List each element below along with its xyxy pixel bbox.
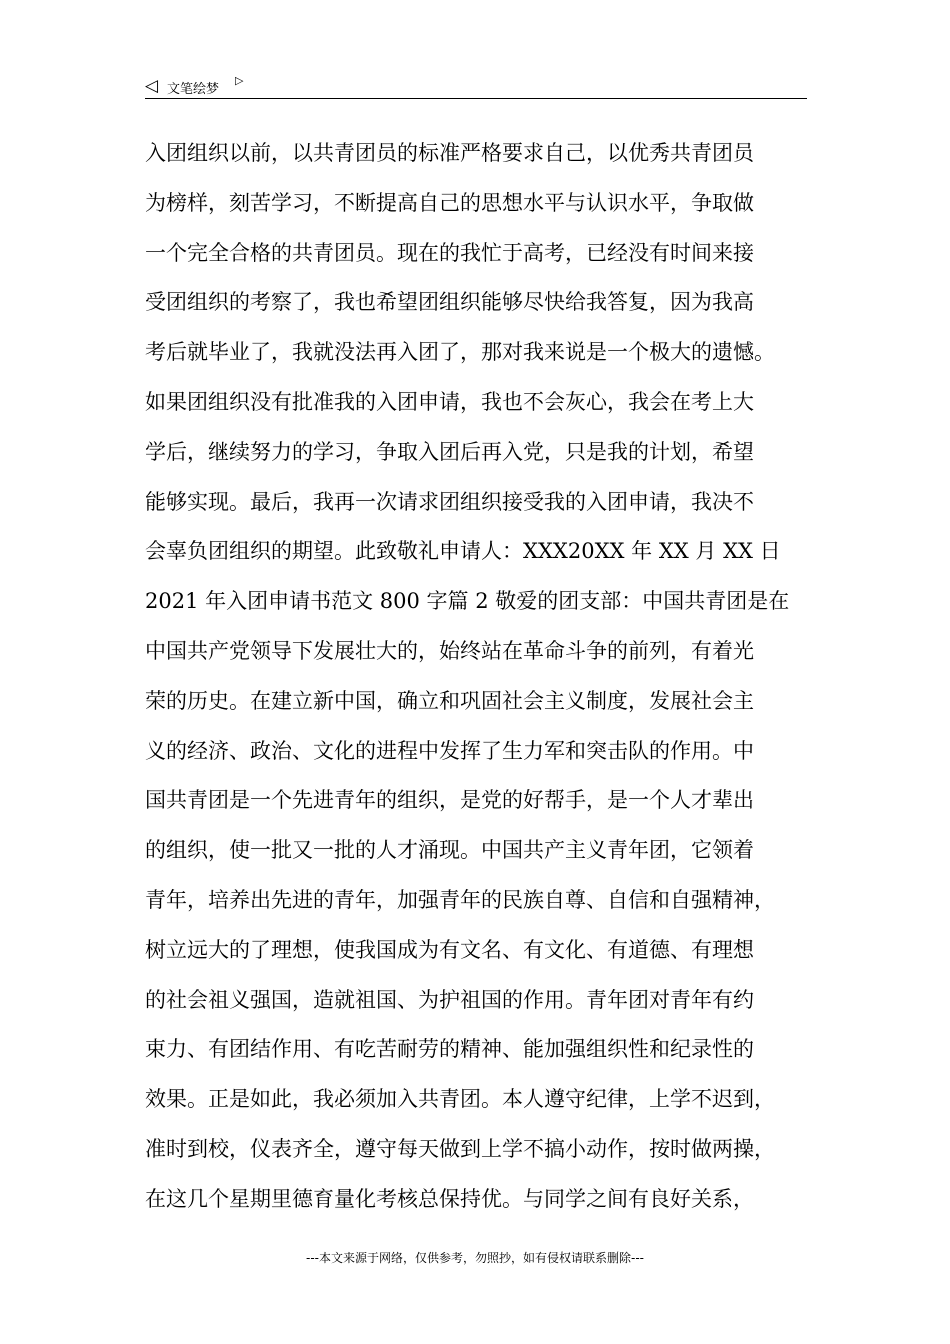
body-text — [145, 133, 810, 1229]
text-line: 的组织，使一批又一批的人才涌现。中国共产主义青年团，它领着 — [145, 838, 754, 863]
text-line: 受团组织的考察了，我也希望团组织能够尽快给我答复，因为我高 — [145, 290, 754, 315]
text-line: 如果团组织没有批准我的入团申请，我也不会灰心，我会在考上大 — [145, 389, 754, 414]
text-line: 荣的历史。在建立新中国，确立和巩固社会主义制度，发展社会主 — [145, 688, 754, 713]
text-line: 的社会祖义强国，造就祖国、为护祖国的作用。青年团对青年有约 — [145, 987, 754, 1012]
text-line: 在这几个星期里德育量化考核总保持优。与同学之间有良好关系， — [145, 1186, 754, 1211]
page-footer: ---本文来源于网络，仅供参考，勿照抄，如有侵权请联系删除--- — [306, 1251, 644, 1265]
text-line: 国共青团是一个先进青年的组织，是党的好帮手，是一个人才辈出 — [145, 788, 754, 813]
text-line: 入团组织以前，以共青团员的标准严格要求自己，以优秀共青团员 — [145, 141, 754, 165]
text-line: 能够实现。最后，我再一次请求团组织接受我的入团申请，我决不 — [145, 489, 754, 514]
text-line: 会辜负团组织的期望。此致敬礼申请人：XXX20XX 年 XX 月 XX 日 — [145, 539, 781, 564]
text-line: 树立远大的了理想，使我国成为有文名、有文化、有道德、有理想 — [145, 937, 754, 962]
page-header — [145, 74, 807, 99]
text-line: 准时到校，仪表齐全，遵守每天做到上学不搞小动作，按时做两操， — [145, 1136, 775, 1161]
text-line: 青年，培养出先进的青年，加强青年的民族自尊、自信和自强精神， — [145, 887, 775, 912]
text-line: 为榜样，刻苦学习，不断提高自己的思想水平与认识水平，争取做 — [145, 190, 754, 215]
header-brand: 文笔绘梦 — [167, 82, 220, 97]
triangle-right-icon: ▷ — [235, 74, 244, 87]
text-line: 束力、有团结作用、有吃苦耐劳的精神、能加强组织性和纪录性的 — [145, 1037, 754, 1062]
text-line: 中国共产党领导下发展壮大的，始终站在革命斗争的前列，有着光 — [145, 638, 754, 663]
text-line: 义的经济、政治、文化的进程中发挥了生力军和突击队的作用。中 — [145, 738, 754, 763]
text-line: 学后，继续努力的学习，争取入团后再入党，只是我的计划，希望 — [145, 439, 754, 464]
text-line: 考后就毕业了，我就没法再入团了，那对我来说是一个极大的遗憾。 — [145, 340, 775, 365]
triangle-left-icon: ◁ — [145, 76, 159, 96]
text-line: 效果。正是如此，我必须加入共青团。本人遵守纪律，上学不迟到， — [145, 1087, 775, 1112]
text-line: 2021 年入团申请书范文 800 字篇 2 敬爱的团支部：中国共青团是在 — [145, 589, 790, 614]
text-line: 一个完全合格的共青团员。现在的我忙于高考，已经没有时间来接 — [145, 240, 754, 265]
